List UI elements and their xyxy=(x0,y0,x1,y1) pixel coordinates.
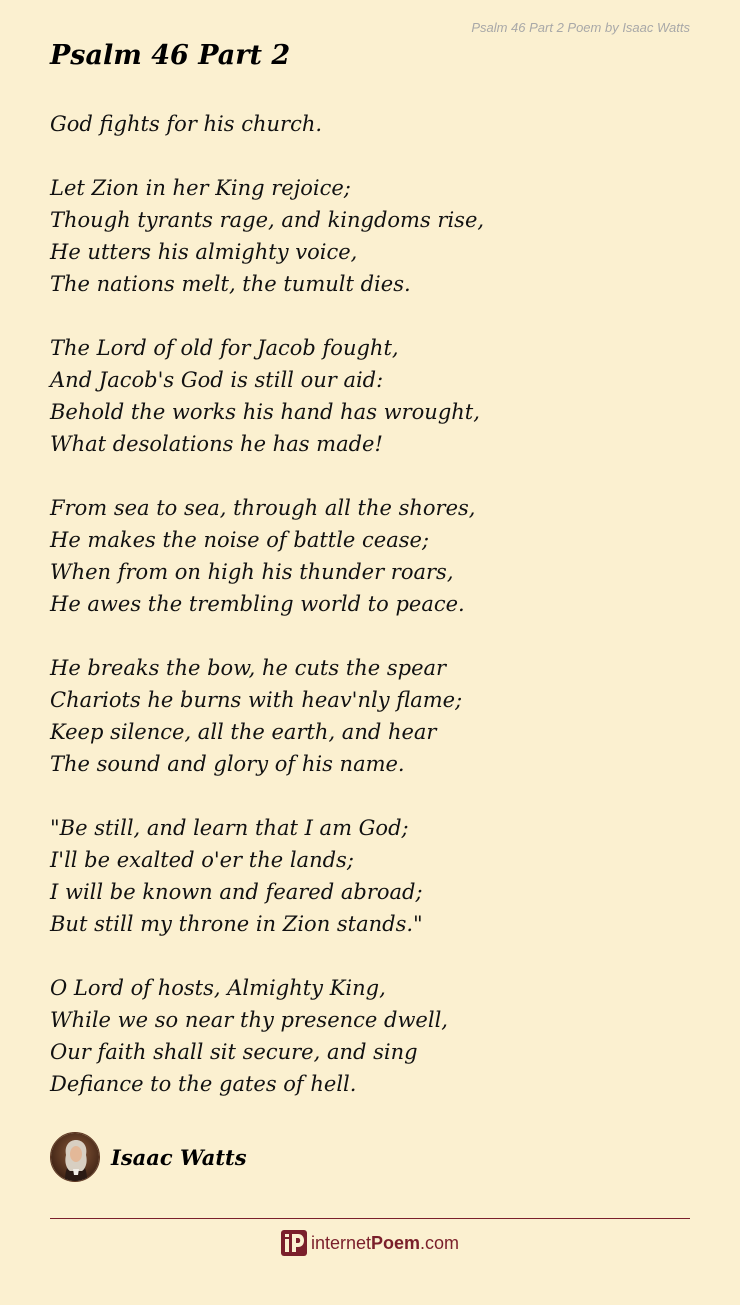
stanza-gap xyxy=(50,780,690,812)
poem-line: But still my throne in Zion stands." xyxy=(50,912,423,936)
stanza-gap xyxy=(50,940,690,972)
poem-line: Though tyrants rage, and kingdoms rise, xyxy=(50,208,485,232)
ip-logo-icon[interactable] xyxy=(281,1230,307,1256)
poem-line: Behold the works his hand has wrought, xyxy=(50,400,480,424)
stanza xyxy=(50,652,690,780)
poem-line: The sound and glory of his name. xyxy=(50,752,405,776)
poem-line: Defiance to the gates of hell. xyxy=(50,1072,357,1096)
poem-line: The Lord of old for Jacob fought, xyxy=(50,336,399,360)
poem-line: He makes the noise of battle cease; xyxy=(50,528,430,552)
site-name-link[interactable] xyxy=(311,1233,459,1254)
poem-line: O Lord of hosts, Almighty King, xyxy=(50,976,386,1000)
poem-body xyxy=(50,108,690,1100)
poem-line: "Be still, and learn that I am God; xyxy=(50,816,409,840)
poem-line: I will be known and feared abroad; xyxy=(50,880,423,904)
stanza xyxy=(50,172,690,300)
poem-line: He awes the trembling world to peace. xyxy=(50,592,465,616)
site-name-prefix: internet xyxy=(310,1232,371,1253)
author-avatar[interactable] xyxy=(50,1132,100,1182)
stanza xyxy=(50,492,690,620)
footer-divider xyxy=(50,1218,690,1219)
stanza xyxy=(50,108,690,140)
poem-line: The nations melt, the tumult dies. xyxy=(50,272,411,296)
poem-line: Chariots he burns with heav'nly flame; xyxy=(50,688,463,712)
poem-line: And Jacob's God is still our aid: xyxy=(50,368,384,392)
site-name-bold: Poem xyxy=(371,1232,421,1253)
header-note: Psalm 46 Part 2 Poem by Isaac Watts xyxy=(471,20,690,35)
poem-line: God fights for his church. xyxy=(50,112,323,136)
poem-line: Let Zion in her King rejoice; xyxy=(50,176,351,200)
stanza xyxy=(50,812,690,940)
poem-line: While we so near thy presence dwell, xyxy=(50,1008,448,1032)
poem-title: Psalm 46 Part 2 xyxy=(50,40,291,71)
poem-line: From sea to sea, through all the shores, xyxy=(50,496,476,520)
stanza-gap xyxy=(50,140,690,172)
poem-line: I'll be exalted o'er the lands; xyxy=(50,848,354,872)
stanza xyxy=(50,332,690,460)
poem-line: He breaks the bow, he cuts the spear xyxy=(50,656,447,680)
site-footer[interactable] xyxy=(0,1230,740,1256)
author-name[interactable]: Isaac Watts xyxy=(111,1144,247,1170)
poem-line: What desolations he has made! xyxy=(50,432,383,456)
stanza-gap xyxy=(50,620,690,652)
poem-line: He utters his almighty voice, xyxy=(50,240,358,264)
poem-line: Our faith shall sit secure, and sing xyxy=(50,1040,418,1064)
poem-line: When from on high his thunder roars, xyxy=(50,560,454,584)
stanza-gap xyxy=(50,460,690,492)
site-name-suffix: .com xyxy=(420,1232,460,1253)
poem-line: Keep silence, all the earth, and hear xyxy=(50,720,437,744)
stanza xyxy=(50,972,690,1100)
author-portrait-icon xyxy=(51,1133,100,1182)
stanza-gap xyxy=(50,300,690,332)
author-block[interactable] xyxy=(50,1132,247,1182)
